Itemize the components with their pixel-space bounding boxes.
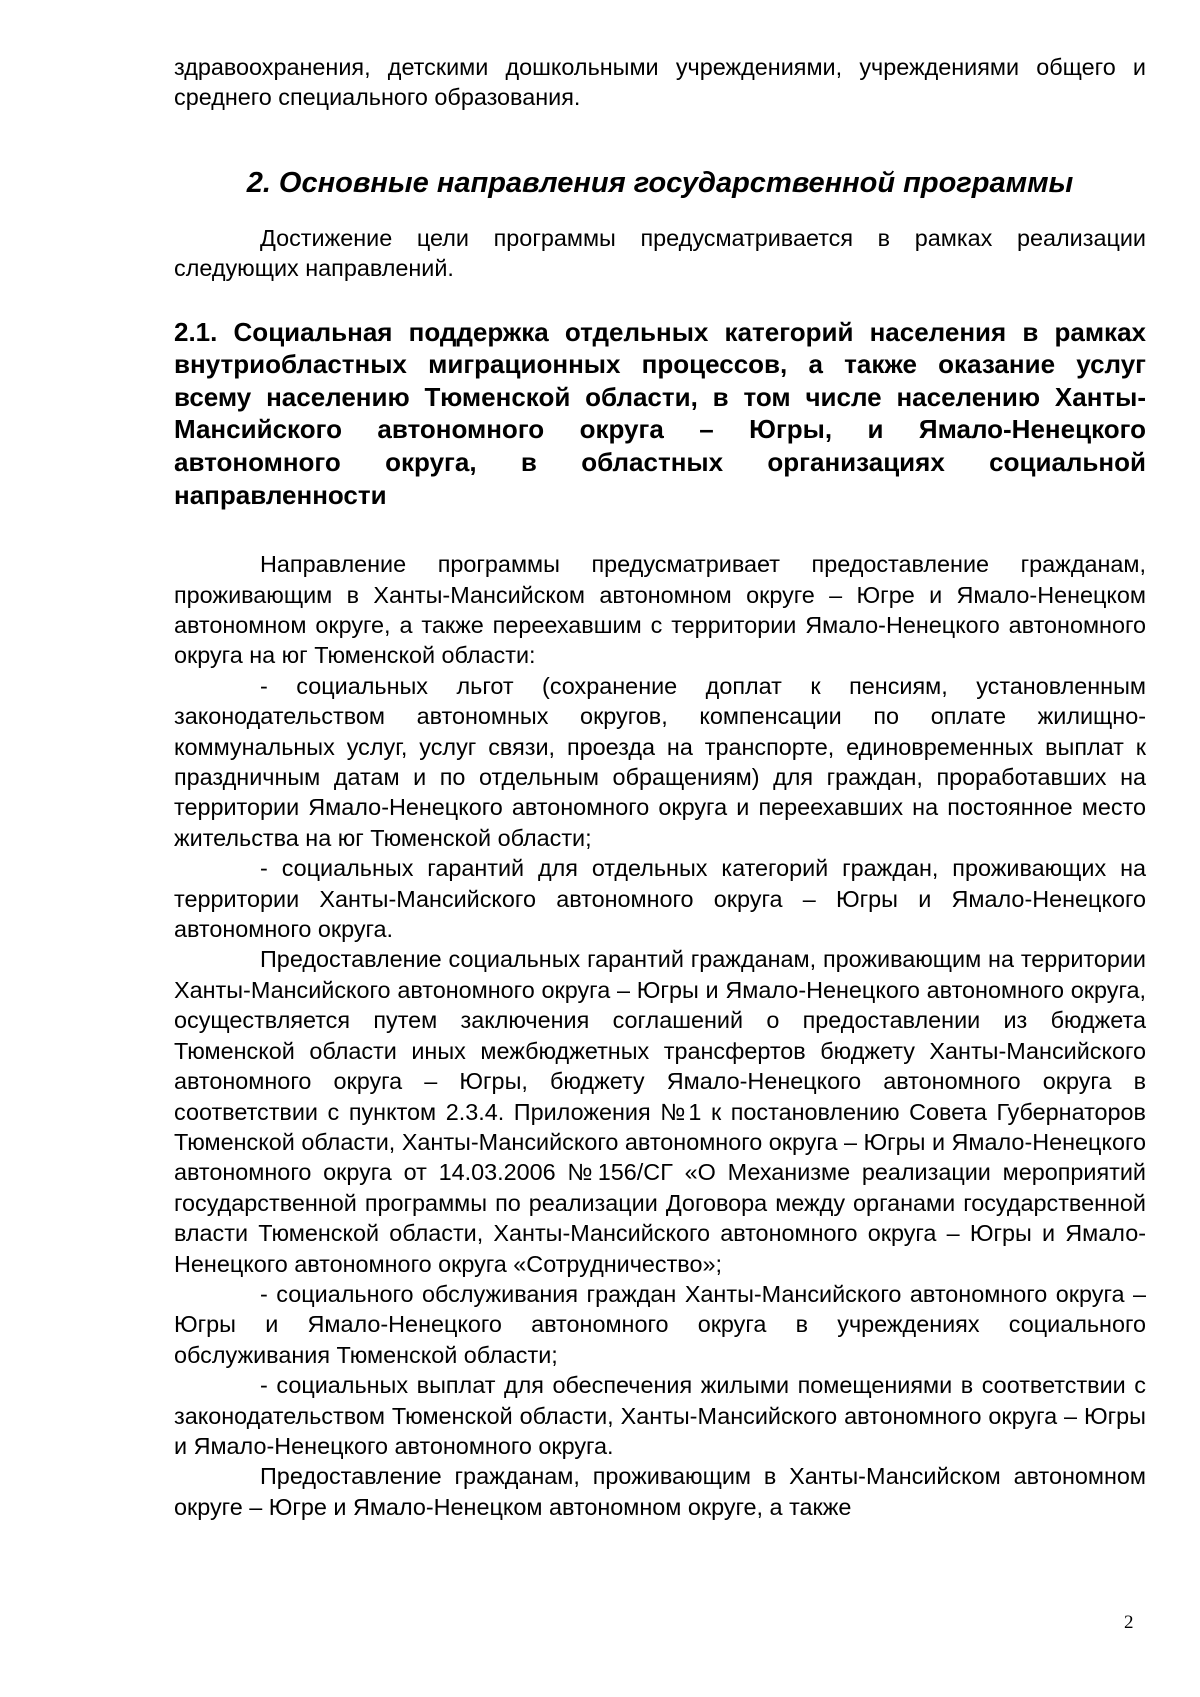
section-2-intro-paragraph: Достижение цели программы предусматривается в рамках реализации следующих направлений. bbox=[174, 224, 1146, 282]
subsection-2-1-heading: 2.1. Социальная поддержка отдельных категорий населения в рамках внутриобластных миграционных процессов, а также оказание услуг всему населению Тюменской области, в том числе населению Ханты-Мансийского автономного округа – Югры, и Ямало-Ненецкого автономного округа, в областных организациях социальной направленности bbox=[174, 316, 1146, 510]
document-page bbox=[174, 52, 1146, 1522]
section-2-heading: 2. Основные направления государственной программы bbox=[246, 166, 1074, 199]
intro-tail-paragraph: здравоохранения, детскими дошкольными учреждениями, учреждениями общего и среднего специального образования. bbox=[174, 54, 1146, 111]
body-paragraph: Предоставление социальных гарантий гражданам, проживающим на территории Ханты-Мансийского автономного округа – Югры и Ямало-Ненецкого автономного округа, осуществляется путем заключения соглашений о предоставлении из бюджета Тюменской области иных межбюджетных трансфертов бюджету Ханты-Мансийского автономного округа – Югры, бюджету Ямало-Ненецкого автономного округа в соответствии с пунктом 2.3.4. Приложения №1 к постановлению Совета Губернаторов Тюменской области, Ханты-Мансийского автономного округа – Югры и Ямало-Ненецкого автономного округа от 14.03.2006 №156/СГ «О Механизме реализации мероприятий государственной программы по реализации Договора между органами государственной власти Тюменской области, Ханты-Мансийского автономного округа – Югры и Ямало-Ненецкого автономного округа «Сотрудничество»; bbox=[174, 946, 1146, 1277]
body-paragraph: Предоставление гражданам, проживающим в Ханты-Мансийском автономном округе – Югре и Ямало-Ненецком автономном округе, а также bbox=[174, 1463, 1146, 1520]
body-paragraph: - социальных гарантий для отдельных категорий граждан, проживающих на территории Ханты-Мансийского автономного округа – Югры и Ямало-Ненецкого автономного округа. bbox=[174, 855, 1146, 943]
page-number: 2 bbox=[1124, 1612, 1134, 1633]
body-paragraph: - социальных выплат для обеспечения жилыми помещениями в соответствии с законодательством Тюменской области, Ханты-Мансийского автономного округа – Югры и Ямало-Ненецкого автономного округа. bbox=[174, 1372, 1146, 1459]
body-paragraph: - социального обслуживания граждан Ханты-Мансийского автономного округа – Югры и Ямало-Ненецкого автономного округа в учреждениях социального обслуживания Тюменской области; bbox=[174, 1280, 1146, 1368]
body-paragraph: Направление программы предусматривает предоставление гражданам, проживающим в Ханты-Мансийском автономном округе – Югре и Ямало-Ненецком автономном округе, а также переехавшим с территории Ямало-Ненецкого автономного округа на юг Тюменской области: bbox=[174, 551, 1146, 669]
body-paragraph: - социальных льгот (сохранение доплат к пенсиям, установленным законодательством автономных округов, компенсации по оплате жилищно-коммунальных услуг, услуг связи, проезда на транспорте, единовременных выплат к праздничным датам и по отдельным обращениям) для граждан, проработавших на территории Ямало-Ненецкого автономного округа и переехавших на постоянное место жительства на юг Тюменской области; bbox=[174, 672, 1146, 851]
